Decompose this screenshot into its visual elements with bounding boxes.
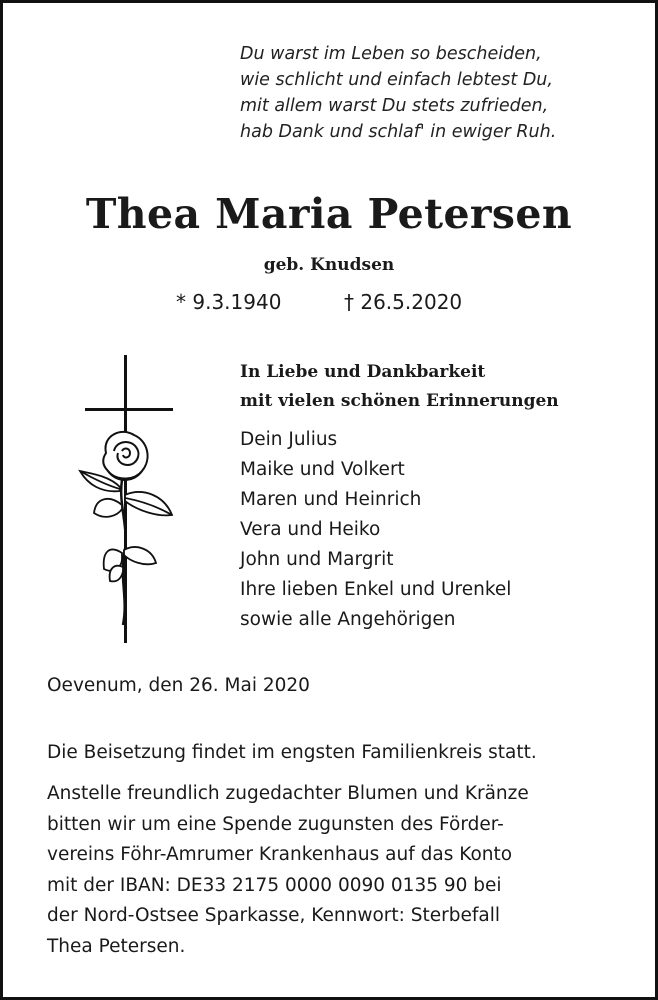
donation-line: mit der IBAN: DE33 2175 0000 0090 0135 90 bei	[47, 874, 502, 896]
poem-line: hab Dank und schlaf' in ewiger Ruh.	[240, 122, 557, 142]
burial-notice: Die Beisetzung findet im engsten Familienkreis statt.	[47, 742, 537, 763]
mourner-item: sowie alle Angehörigen	[240, 609, 456, 630]
birth-date: * 9.3.1940	[176, 290, 282, 314]
donation-line: bitten wir um eine Spende zugunsten des Förder-	[47, 813, 504, 835]
cross-with-rose-icon	[72, 355, 182, 647]
donation-text	[47, 779, 529, 963]
mourner-item: Ihre lieben Enkel und Urenkel	[240, 579, 512, 600]
thanks-line: mit vielen schönen Erinnerungen	[240, 391, 559, 411]
poem	[240, 41, 620, 145]
death-date: † 26.5.2020	[344, 290, 463, 314]
birth-name: geb. Knudsen	[263, 255, 395, 275]
poem-line: wie schlicht und einfach lebtest Du,	[240, 70, 553, 90]
mourners-list	[240, 425, 511, 635]
poem-line: Du warst im Leben so bescheiden,	[240, 44, 542, 64]
thanks-block	[240, 358, 559, 416]
donation-line: vereins Föhr-Amrumer Krankenhaus auf das Konto	[47, 844, 513, 866]
poem-line: mit allem warst Du stets zufrieden,	[240, 96, 549, 116]
mourner-item: Maren und Heinrich	[240, 489, 422, 510]
donation-line: Anstelle freundlich zugedachter Blumen und Kränze	[47, 783, 529, 804]
deceased-name: Thea Maria Petersen	[85, 190, 573, 238]
donation-line: Thea Petersen.	[47, 935, 186, 957]
place-date: Oevenum, den 26. Mai 2020	[47, 675, 310, 696]
thanks-line: In Liebe und Dankbarkeit	[240, 362, 486, 382]
mourner-item: Vera und Heiko	[240, 519, 381, 540]
donation-line: der Nord-Ostsee Sparkasse, Kennwort: Sterbefall	[47, 905, 500, 927]
mourner-item: John und Margrit	[240, 549, 394, 570]
mourner-item: Dein Julius	[240, 429, 338, 450]
mourner-item: Maike und Volkert	[240, 459, 405, 480]
